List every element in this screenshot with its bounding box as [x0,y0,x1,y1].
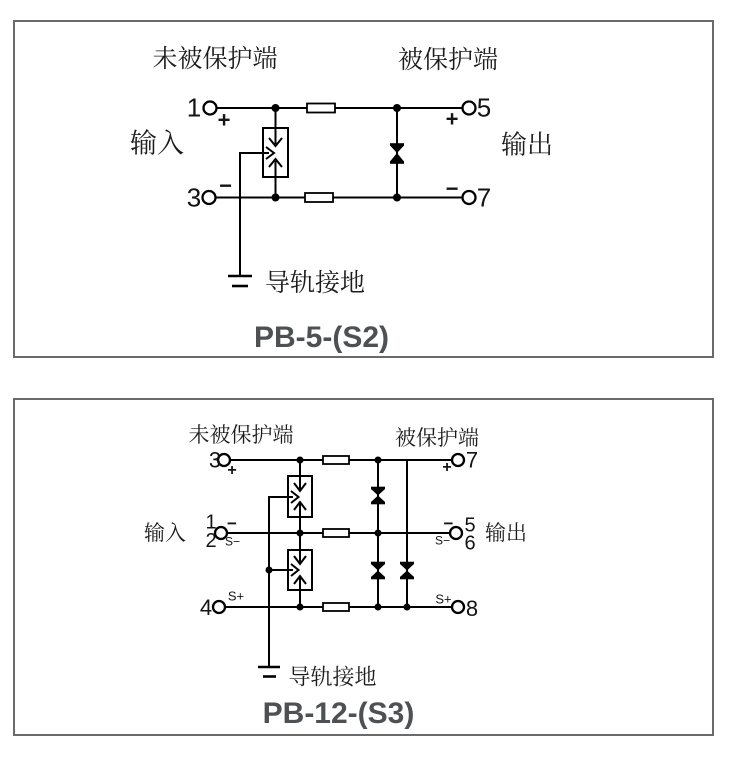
s-plus-label-left: S+ [227,588,245,604]
terminal-1-label: 1 [186,92,202,123]
terminal-1-label: 1 [205,511,217,534]
pb12-schematic [15,400,712,734]
gdt-arrester-symbol [263,128,288,177]
minus-sign-t5: − [443,514,454,533]
tvs-diode-symbol-top [371,488,385,503]
tvs-diode-symbol-bottom-right [400,563,414,578]
terminal-3-label: 3 [208,447,222,473]
pb12-panel [13,398,714,736]
tvs-diode-symbol [390,145,404,163]
output-label: 输出 [485,521,527,545]
pb5-panel [13,20,714,358]
tvs-diode-symbol-bottom-left [371,563,385,578]
rail-ground-label: 导轨接地 [264,268,366,297]
plus-sign-right: + [445,106,459,132]
ground-icon [228,276,252,286]
minus-sign-t1: − [227,514,237,533]
terminal-7-label: 7 [476,182,492,213]
diagram-title: PB-5-(S2) [253,321,390,354]
terminal-5-label: 5 [476,92,492,123]
plus-sign-t7: + [442,459,452,476]
ground-icon [258,667,280,677]
diagram-title: PB-12-(S3) [262,697,415,730]
rail-ground-label: 导轨接地 [288,665,377,691]
input-label: 输入 [130,128,184,160]
terminal-7-label: 7 [465,447,479,473]
plus-sign-t3: + [227,462,237,479]
resistor-top [307,104,335,113]
gdt-arrester-symbol-lower [288,550,312,590]
wires [225,460,452,667]
resistor-bottom [305,193,333,202]
junction-dots [272,104,402,202]
wires [216,108,463,276]
terminal-4-label: 4 [199,595,213,620]
s-minus-label-left: S− [224,534,241,549]
s-plus-label-right: S+ [435,591,452,607]
resistor-top [323,456,349,464]
protected-side-label: 被保护端 [397,45,499,74]
pb5-schematic [15,22,712,356]
s-minus-label-right: S− [434,533,451,548]
unprotected-side-label: 未被保护端 [152,44,278,73]
terminal-5-label: 5 [464,514,476,537]
minus-sign-left: − [219,173,232,198]
terminal-2-label: 2 [205,530,217,552]
protected-side-label: 被保护端 [395,426,479,450]
resistor-bottom [323,603,349,611]
gdt-arrester-symbol-upper [288,476,312,517]
terminal-6-label: 6 [464,532,476,555]
resistor-middle [323,529,349,537]
output-label: 输出 [500,130,554,161]
unprotected-side-label: 未被保护端 [188,423,294,447]
input-label: 输入 [144,521,186,545]
terminal-3-label: 3 [186,182,202,213]
terminal-8-label: 8 [465,596,479,621]
minus-sign-right: − [445,176,459,201]
plus-sign-left: + [217,107,231,133]
